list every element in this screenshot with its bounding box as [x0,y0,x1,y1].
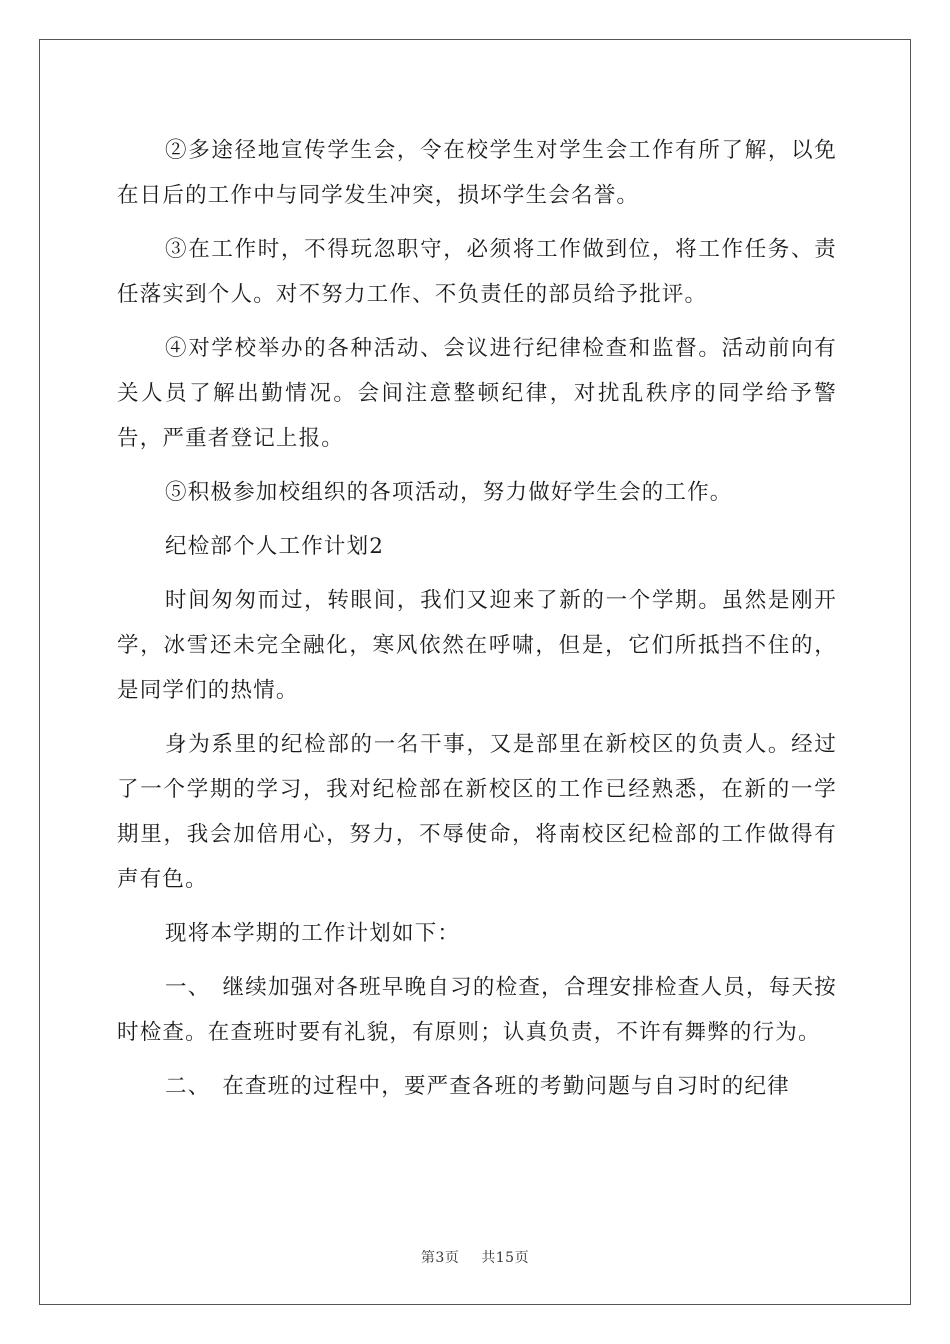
plan-item-2: 二、 在查班的过程中，要严查各班的考勤问题与自习时的纪律 [165,1074,790,1099]
plan-item-1: 一、 继续加强对各班早晚自习的检查，合理安排检查人员，每天按时检查。在查班时要有礼貌，有原则；认真负责，不许有舞弊的行为。 [117,975,837,1045]
section-heading: 纪检部个人工作计划2 [165,534,385,559]
page-footer [0,1247,950,1267]
page-number: 第3页 [420,1250,460,1266]
paragraph-item-3: ③在工作时，不得玩忽职守，必须将工作做到位，将工作任务、责任落实到个人。对不努力工作、不负责任的部员给予批评。 [117,237,837,307]
paragraph-plan-lead: 现将本学期的工作计划如下： [165,921,461,946]
paragraph-item-4: ④对学校举办的各种活动、会议进行纪律检查和监督。活动前向有关人员了解出勤情况。会间注意整顿纪律，对扰乱秩序的同学给予警告，严重者登记上报。 [117,336,837,451]
paragraph-role: 身为系里的纪检部的一名干事，又是部里在新校区的负责人。经过了一个学期的学习，我对纪检部在新校区的工作已经熟悉，在新的一学期里，我会加倍用心，努力，不辱使命，将南校区纪检部的工作做得有声有色。 [117,732,837,892]
paragraph-item-2: ②多途径地宣传学生会，令在校学生对学生会工作有所了解，以免在日后的工作中与同学发生冲突，损坏学生会名誉。 [117,138,837,208]
paragraph-item-5: ⑤积极参加校组织的各项活动，努力做好学生会的工作。 [165,480,733,505]
paragraph-intro: 时间匆匆而过，转眼间，我们又迎来了新的一个学期。虽然是刚开学，冰雪还未完全融化，寒风依然在呼啸，但是，它们所抵挡不住的，是同学们的热情。 [117,588,837,703]
page-total: 共15页 [481,1250,530,1266]
document-body [117,128,837,1109]
